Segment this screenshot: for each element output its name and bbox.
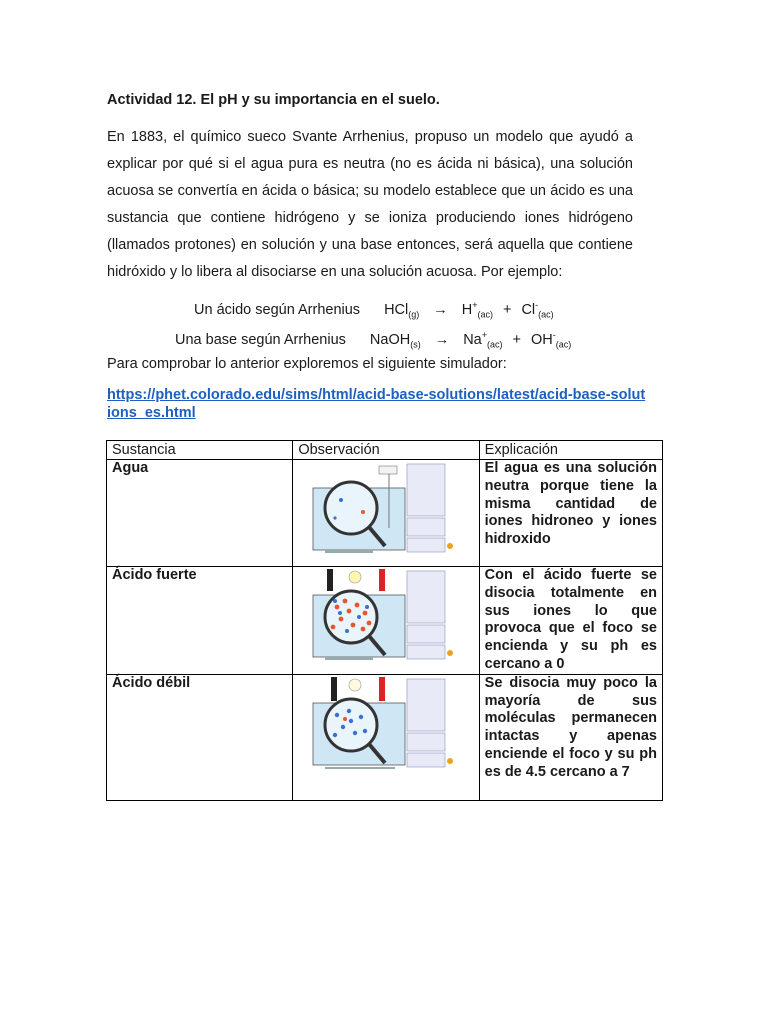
substance-name: Ácido débil (107, 674, 293, 800)
observation-cell (293, 674, 479, 800)
explanation-cell: Con el ácido fuerte se disocia totalmente en sus iones lo que provoca que el foco se encienda y su ph es cercano a 0 (479, 567, 662, 675)
table-row (107, 674, 663, 800)
simulator-screenshot-strong-acid (305, 567, 467, 665)
simulator-intro: Para comprobar lo anterior exploremos el siguiente simulador: (107, 356, 507, 372)
observation-cell (293, 567, 479, 675)
substance-name: Agua (107, 460, 293, 567)
explanation-cell: El agua es una solución neutra porque tiene la misma cantidad de iones hidroneo y iones hidroxido (479, 460, 662, 567)
simulator-screenshot-water (305, 460, 467, 558)
header-explicacion: Explicación (479, 441, 662, 460)
table-row (107, 567, 663, 675)
table-row (107, 460, 663, 567)
header-sustancia: Sustancia (107, 441, 293, 460)
observation-cell (293, 460, 479, 567)
explanation-cell: Se disocia muy poco la mayoría de sus moléculas permanecen intactas y apenas enciende el foco y su ph es de 4.5 cercano a 7 (479, 674, 662, 800)
observations-table (106, 440, 663, 801)
table-header-row (107, 441, 663, 460)
header-observacion: Observación (293, 441, 479, 460)
activity-title: Actividad 12. El pH y su importancia en el suelo. (107, 92, 440, 108)
substance-name: Ácido fuerte (107, 567, 293, 675)
simulator-link[interactable]: https://phet.colorado.edu/sims/html/acid-base-solutions/latest/acid-base-solutions_es.html (107, 387, 646, 421)
base-equation: Una base según Arrhenius NaOH$_{(s)}$ → $Na^+_{(ac)} + OH^-_{(ac)}$ (175, 330, 572, 350)
acid-equation: Un ácido según Arrhenius $HCl_{(g)} \to H^+_{(ac)} + Cl^-_{(ac)}$ (194, 300, 554, 320)
intro-paragraph: En 1883, el químico sueco Svante Arrhenius, propuso un modelo que ayudó a explicar por qué si el agua pura es neutra (no es ácida ni básica), una solución acuosa se convertía en ácida o básica; su modelo establece que un ácido es una sustancia que contiene hidrógeno y se ioniza produciendo iones hidrógeno (llamados protones) en solución y una base entonces, será aquella que contiene hidróxido y lo libera al disociarse en una solución acuosa. Por ejemplo: (107, 129, 633, 280)
simulator-screenshot-weak-acid (305, 675, 467, 773)
